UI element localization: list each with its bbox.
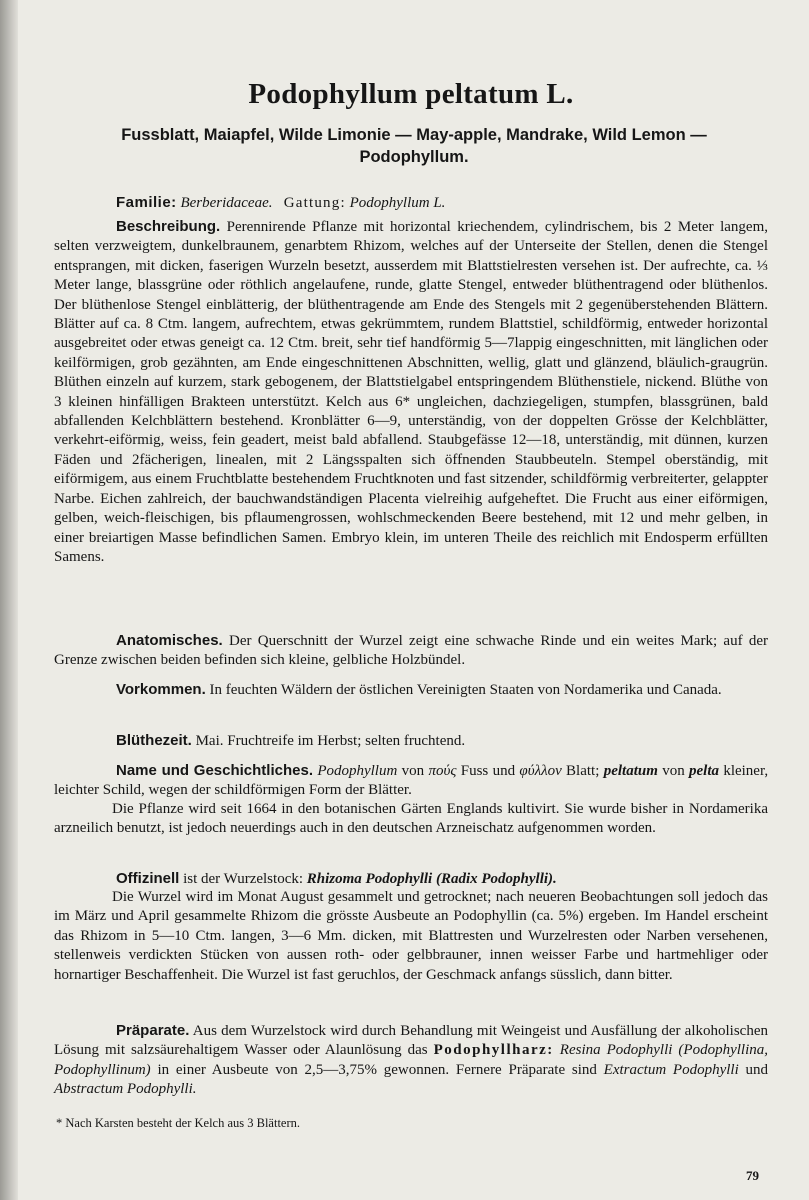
name-greek-pous: πούς — [428, 763, 457, 779]
vorkommen-heading: Vorkommen. — [116, 681, 206, 698]
name-greek-phyllon: φύλλον — [519, 763, 562, 779]
praeparate-resina: Resina Podophylli (Podophyllina, Podophyllinum) — [54, 1042, 768, 1078]
name-peltatum: peltatum — [603, 763, 658, 779]
bluethezeit-text: Mai. Fruchtreife im Herbst; selten fruchtend. — [195, 733, 466, 749]
praeparate-podophyllharz: Podophyllharz: — [433, 1042, 554, 1059]
name-pelta: pelta — [689, 763, 719, 779]
praeparate-abstractum: Abstractum Podophylli. — [54, 1081, 197, 1098]
anatomisches-text: Der Querschnitt der Wurzel zeigt eine schwache Rinde und ein weites Mark; auf der Grenze zwischen beiden befinden sich kleine, gelbliche Holzbündel. — [54, 633, 769, 669]
page-gutter-shadow — [0, 0, 18, 1200]
praeparate-paragraph — [54, 1021, 768, 1100]
name-genus: Podophyllum — [317, 763, 398, 779]
praeparate-extractum: Extractum Podophylli — [603, 1061, 739, 1078]
name-text-fuss: Fuss und — [460, 763, 516, 779]
vorkommen-text: In feuchten Wäldern der östlichen Vereinigten Staaten von Nordamerika und Canada. — [209, 682, 722, 698]
vorkommen-paragraph — [54, 680, 768, 700]
praeparate-heading: Präparate. — [116, 1022, 190, 1039]
gattung-label: Gattung: — [283, 195, 346, 211]
name-paragraph-2: Die Pflanze wird seit 1664 in den botanischen Gärten Englands kultivirt. Sie wurde bisher in Nordamerika arzneilich benutzt, ist jedoch neuerdings auch in den deutschen Arzneischatz aufgenommen worden. — [54, 801, 768, 837]
offizinell-paragraph — [54, 869, 768, 889]
beschreibung-paragraph — [54, 217, 768, 567]
footnote: * Nach Karsten besteht der Kelch aus 3 Blättern. — [56, 1116, 301, 1130]
beschreibung-text: Perennirende Pflanze mit horizontal kriechendem, cylindrischem, bis 2 Meter langem, selten verzweigtem, dunkelbraunem, genarbtem Rhizom, welches auf der Unterseite der Stellen, denen die Stengel entsprangen, mit dicken, faserigen Wurzeln besetzt, ausserdem mit Blattstielresten versehen ist. Der aufrechte, ca. ⅓ Meter lange, blassgrüne oder röthlich angelaufene, runde, glatte Stengel, entweder blüthentragend oder blüthenlos. Der blüthenlose Stengel einblätterig, der blüthentragende am Ende des Stengels mit 2 gegenüberstehenden Blättern. Blätter auf ca. 8 Ctm. langem, aufrechtem, etwas gekrümmtem, rundem Blattstiel, schildförmig, entweder horizontal ausgebreitet oder etwas geneigt ca. 12 Ctm. breit, sehr tief handförmig 5—7lappig eingeschnitten, mit länglichen oder keilförmigen, grob gezähnten, am Ende eingeschnittenen Abschnitten, wellig, glatt und glänzend, bläulich-graugrün. Blüthen einzeln auf kurzem, stark gebogenem, der Blattstielgabel entspringendem Blüthenstiele, nickend. Blüthe von 3 kleinen hinfälligen Brakteen unterstützt. Kelch aus 6* ungleichen, dachziegeligen, stumpfen, blassgrünen, bald abfallenden Kelchblättern bestehend. Kronblätter 6—9, unterständig, von der doppelten Grösse der Kelchblätter, verkehrt-eiförmig, weiss, fein geadert, meist bald abfallend. Staubgefässe 12—18, unterständig, mit dünnen, kurzen Fäden und 2fächerigen, linealen, mit 2 Längsspalten sich öffnenden Staubbeuteln. Stempel oberständig, mit eiförmigem, aus einem Fruchtblatte bestehendem Fruchtknoten und fast sitzender, schildförmig verbreiterter, gelappter Narbe. Eichen zahlreich, der bauchwandständigen Placenta vielreihig aufgeheftet. Die Frucht aus einer eiförmigen, gelben, weich-fleischigen, bis pflaumengrossen, wohlschmeckenden Beere bestehend, mit 12 und mehr gelben, in einer breiartigen Masse befindlichen Samen. Embryo klein, im unteren Theile des reichlich mit Endosperm erfüllten Samens. — [54, 219, 768, 565]
name-text-von: von — [401, 763, 425, 779]
familie-value: Berberidaceae. — [180, 195, 273, 211]
anatomisches-paragraph — [54, 631, 768, 671]
praeparate-text-2: in einer Ausbeute von 2,5—3,75% gewonnen. Fernere Präparate sind — [157, 1061, 597, 1078]
common-names-subtitle: Fussblatt, Maiapfel, Wilde Limonie — May-apple, Mandrake, Wild Lemon — Podophyllum. — [121, 126, 707, 166]
praeparate-und: und — [745, 1061, 769, 1078]
taxonomy-line — [116, 194, 445, 212]
gattung-value: Podophyllum L. — [349, 195, 446, 211]
page-title: Podophyllum peltatum L. — [248, 78, 574, 110]
page-number: 79 — [746, 1168, 759, 1183]
offizinell-paragraph-2: Die Wurzel wird im Monat August gesammelt und getrocknet; nach neueren Beobachtungen soll jedoch das im März und April gesammelte Rhizom die grösste Ausbeute an Podophyllin (ca. 5%) ergeben. Im Handel erscheint das Rhizom in 5—10 Ctm. langen, 3—6 Mm. dicken, mit Blattresten und Wurzelresten oder Narben versehenen, stellenweis verdickten Stücken von aussen roth- oder gelbbrauner, innen weisser Farbe und hartmehliger oder hornartiger Beschaffenheit. Die Wurzel ist fast geruchlos, der Geschmack anfangs süsslich, dann bitter. — [54, 889, 768, 983]
offizinell-heading: Offizinell — [116, 870, 180, 887]
name-text-blatt: Blatt; — [566, 763, 600, 779]
offizinell-text: ist der Wurzelstock: — [183, 871, 304, 887]
beschreibung-heading: Beschreibung. — [116, 218, 221, 235]
name-text-von2: von — [662, 763, 685, 779]
bluethezeit-heading: Blüthezeit. — [116, 732, 192, 749]
name-text-rest: kleiner, leichter Schild, wegen der schildförmigen Form der Blätter. — [54, 763, 769, 799]
name-paragraph — [54, 761, 768, 801]
offizinell-drug-name: Rhizoma Podophylli (Radix Podophylli). — [306, 871, 557, 887]
familie-label: Familie: — [116, 194, 177, 211]
name-heading: Name und Geschichtliches. — [116, 762, 313, 779]
anatomisches-heading: Anatomisches. — [116, 632, 223, 649]
praeparate-text-1: Aus dem Wurzelstock wird durch Behandlung mit Weingeist und Ausfällung der alkoholischen Lösung mit salzsäurehaltigem Wasser oder Alaunlösung das — [54, 1023, 768, 1059]
bluethezeit-paragraph — [54, 731, 768, 751]
